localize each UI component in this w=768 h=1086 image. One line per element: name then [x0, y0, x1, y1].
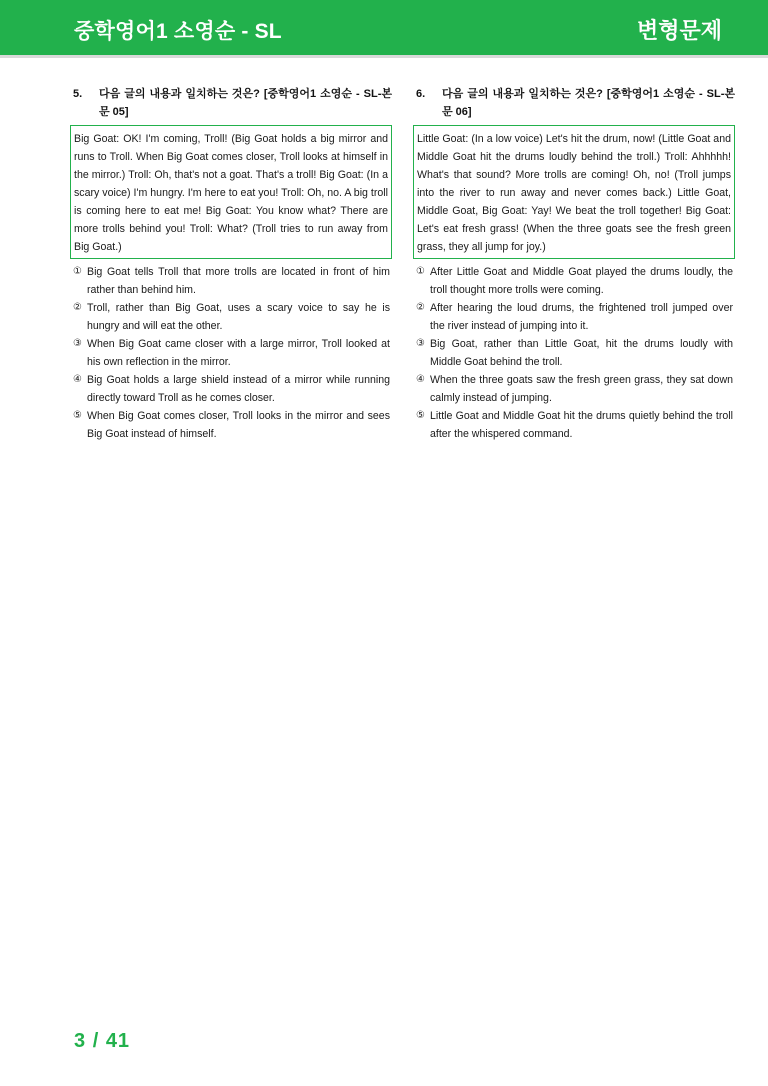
option-marker: ① [73, 266, 82, 277]
option-text: Troll, rather than Big Goat, uses a scary voice to say he is hungry and will eat the other. [87, 302, 390, 332]
page-header [0, 0, 768, 58]
answer-options [413, 263, 735, 443]
option-marker: ④ [416, 374, 425, 385]
option-marker: ④ [73, 374, 82, 385]
page-number [74, 1030, 130, 1053]
option-text: Big Goat, rather than Little Goat, hit the drums loudly with Middle Goat behind the troll. [430, 338, 733, 368]
option-text: When Big Goat comes closer, Troll looks in the mirror and sees Big Goat instead of himself. [87, 410, 390, 440]
option-text: Big Goat tells Troll that more trolls are located in front of him rather than behind him. [87, 266, 390, 296]
option-3 [73, 335, 392, 371]
option-4 [416, 371, 735, 407]
question-text: 다음 글의 내용과 일치하는 것은? [중학영어1 소영순 - SL-본문 06] [442, 88, 735, 118]
passage-box: Little Goat: (In a low voice) Let's hit the drum, now! (Little Goat and Middle Goat hit the drums loudly behind the troll.) Troll: Ahhhhh! What's that sound? More trolls are coming! Oh, no! (Troll jumps into the river to run away and never comes back.) Little Goat, Middle Goat, Big Goat: Yay! We beat the troll together! Big Goat: Let's eat fresh grass! (When the three goats see the fresh green grass, they all jump for joy.) [413, 125, 735, 259]
passage-box: Big Goat: OK! I'm coming, Troll! (Big Goat holds a big mirror and runs to Troll. When Big Goat comes closer, Troll looks at himself in the mirror.) Troll: Oh, that's not a goat. That's a troll! Big Goat: (In a scary voice) I'm hungry. I'm here to eat you! Troll: Oh, no. A big troll is coming here to eat me! Big Goat: You know what? There are more trolls behind you! Troll: What? (Troll tries to run away from Big Goat.) [70, 125, 392, 259]
option-marker: ③ [416, 338, 425, 349]
question-number: 5. [73, 88, 83, 100]
option-3 [416, 335, 735, 371]
option-4 [73, 371, 392, 407]
page-separator: / [92, 1030, 100, 1052]
option-1 [416, 263, 735, 299]
option-marker: ② [416, 302, 425, 313]
option-text: After Little Goat and Middle Goat played the drums loudly, the troll thought more trolls were coming. [430, 266, 733, 296]
option-text: Little Goat and Middle Goat hit the drums quietly behind the troll after the whispered command. [430, 410, 733, 440]
question-text: 다음 글의 내용과 일치하는 것은? [중학영어1 소영순 - SL-본문 05] [99, 88, 392, 118]
current-page: 3 [74, 1030, 87, 1052]
option-2 [73, 299, 392, 335]
question-number: 6. [416, 88, 426, 100]
question-6 [413, 85, 735, 443]
option-2 [416, 299, 735, 335]
option-text: After hearing the loud drums, the frightened troll jumped over the river instead of jumping into it. [430, 302, 733, 332]
option-5 [416, 407, 735, 443]
total-pages: 41 [105, 1030, 131, 1052]
option-marker: ⑤ [416, 410, 425, 421]
document-title: 중학영어1 소영순 - SL [74, 20, 282, 43]
option-marker: ③ [73, 338, 82, 349]
option-text: Big Goat holds a large shield instead of a mirror while running directly toward Troll as he comes closer. [87, 374, 390, 404]
section-title: 변형문제 [636, 18, 722, 43]
option-text: When Big Goat came closer with a large mirror, Troll looked at his own reflection in the mirror. [87, 338, 390, 368]
option-marker: ① [416, 266, 425, 277]
answer-options [70, 263, 392, 443]
question-prompt [413, 85, 735, 121]
option-1 [73, 263, 392, 299]
option-marker: ⑤ [73, 410, 82, 421]
question-5 [70, 85, 392, 443]
option-marker: ② [73, 302, 82, 313]
question-prompt [70, 85, 392, 121]
option-5 [73, 407, 392, 443]
option-text: When the three goats saw the fresh green grass, they sat down calmly instead of jumping. [430, 374, 733, 404]
